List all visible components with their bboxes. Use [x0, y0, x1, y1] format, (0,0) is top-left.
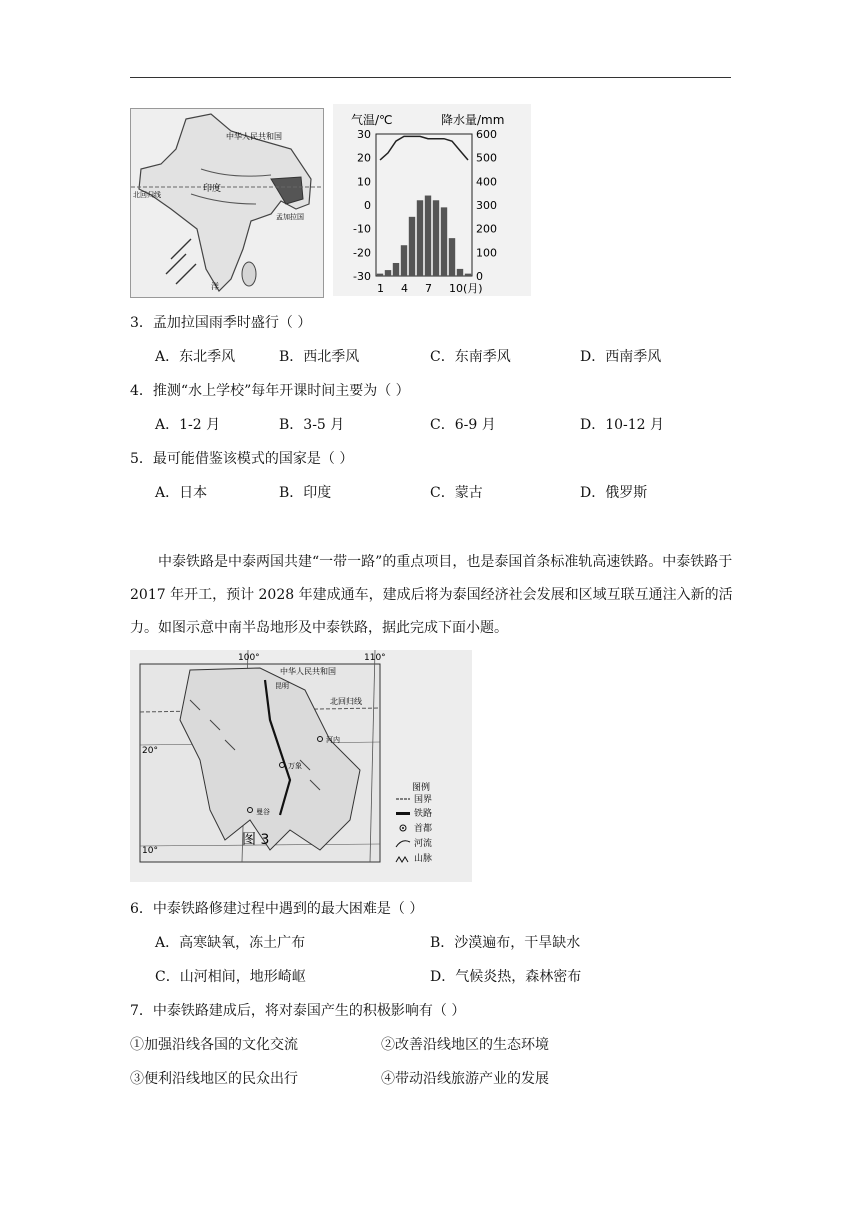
question-4-stem: 4．推测“水上学校”每年开课时间主要为（ ） — [130, 383, 410, 399]
question-4-option-a[interactable]: A．1-2 月 — [155, 417, 221, 433]
indochina-map — [130, 650, 472, 882]
map-label-ocean: 洋 — [211, 282, 219, 291]
label-lon-100: 100° — [238, 653, 260, 663]
indochina-map-svg — [130, 650, 472, 882]
label-lon-110: 110° — [364, 653, 386, 663]
legend-title: 图例 — [412, 783, 431, 793]
climate-chart-svg — [333, 104, 531, 296]
reading-passage: 中泰铁路是中泰两国共建“一带一路”的重点项目，也是泰国首条标准轨高速铁路。中泰铁路于 2017 年开工，预计 2028 年建成通车，建成后将为泰国经济社会发展和区域互联互通注入新的活力。如图示意中南半岛地形及中泰铁路，据此完成下面小题。 — [130, 554, 733, 636]
label-hanoi: 河内 — [326, 736, 340, 744]
precip-tick-label: 200 — [476, 222, 497, 236]
climate-chart — [333, 104, 531, 296]
question-4-option-c[interactable]: C．6-9 月 — [430, 417, 496, 433]
temp-line — [380, 136, 468, 160]
question-3-option-b[interactable]: B．西北季风 — [279, 349, 360, 365]
precip-bar — [425, 196, 431, 276]
question-6-stem: 6．中泰铁路修建过程中遇到的最大困难是（ ） — [130, 901, 424, 917]
precip-bar — [393, 263, 399, 276]
question-5-option-c[interactable]: C．蒙古 — [430, 485, 483, 501]
temp-tick-label: 30 — [357, 128, 371, 141]
question-5-option-a[interactable]: A．日本 — [155, 485, 208, 501]
temp-tick-label: -10 — [353, 222, 371, 236]
question-6-option-b[interactable]: B．沙漠遍布，干旱缺水 — [430, 935, 581, 951]
label-vientiane: 万象 — [288, 762, 302, 770]
map-label-china: 中华人民共和国 — [226, 132, 282, 141]
precip-bar — [457, 269, 463, 276]
legend-railway: 铁路 — [414, 809, 433, 819]
label-lat-20: 20° — [142, 746, 158, 756]
map-label-tropic: 北回归线 — [133, 191, 161, 199]
question-4-option-d[interactable]: D．10-12 月 — [580, 417, 665, 433]
precip-bar — [409, 217, 415, 276]
precip-tick-label: 0 — [476, 270, 483, 283]
question-5-stem: 5．最可能借鉴该模式的国家是（ ） — [130, 451, 354, 467]
label-lat-10: 10° — [142, 846, 158, 856]
question-7-item-3[interactable]: ③便利沿线地区的民众出行 — [130, 1071, 298, 1087]
south-asia-map — [130, 108, 324, 298]
label-china: 中华人民共和国 — [280, 667, 336, 676]
question-7-item-1[interactable]: ①加强沿线各国的文化交流 — [130, 1037, 298, 1053]
question-4-option-b[interactable]: B．3-5 月 — [279, 417, 345, 433]
precip-tick-label: 300 — [476, 199, 497, 212]
precip-bar — [377, 274, 383, 276]
legend-capital: 首都 — [414, 824, 433, 834]
precip-bar — [401, 245, 407, 276]
question-3-option-c[interactable]: C．东南季风 — [430, 349, 511, 365]
header-rule — [130, 77, 731, 78]
question-7-stem: 7．中泰铁路建成后，将对泰国产生的积极影响有（ ） — [130, 1003, 466, 1019]
map-label-bangladesh: 孟加拉国 — [276, 213, 304, 221]
question-3-option-a[interactable]: A．东北季风 — [155, 349, 236, 365]
precip-tick-label: 500 — [476, 151, 497, 165]
legend-border: 国界 — [414, 795, 433, 805]
precip-tick-label: 600 — [476, 128, 497, 141]
precip-axis-label: 降水量/mm — [441, 113, 505, 127]
temp-tick-label: -20 — [353, 246, 371, 260]
question-6-option-c[interactable]: C．山河相间，地形崎岖 — [155, 969, 306, 985]
precip-bar — [385, 270, 391, 276]
label-bangkok: 曼谷 — [256, 808, 270, 816]
question-6-option-d[interactable]: D．气候炎热，森林密布 — [430, 969, 582, 985]
precip-bar — [465, 274, 471, 276]
temp-tick-label: 0 — [364, 199, 371, 212]
precip-tick-label: 100 — [476, 246, 497, 260]
month-tick-label: 4 — [401, 282, 408, 295]
temp-tick-label: -30 — [353, 270, 371, 283]
month-tick-label: 1 — [377, 282, 384, 295]
precip-bar — [417, 200, 423, 276]
precip-bar — [433, 200, 439, 276]
precip-bar — [449, 238, 455, 276]
figure-label: 图 3 — [242, 832, 270, 848]
question-3-stem: 3．孟加拉国雨季时盛行（ ） — [130, 315, 312, 331]
label-kunming: 昆明 — [275, 682, 289, 690]
legend-mountain: 山脉 — [414, 854, 433, 864]
south-asia-map-svg — [131, 109, 323, 297]
temp-tick-label: 20 — [357, 151, 371, 165]
month-tick-label: 10(月) — [449, 282, 483, 295]
question-7-item-4[interactable]: ④带动沿线旅游产业的发展 — [381, 1071, 549, 1087]
legend-river: 河流 — [414, 839, 433, 849]
question-6-option-a[interactable]: A．高寒缺氧，冻土广布 — [155, 935, 306, 951]
question-5-option-b[interactable]: B．印度 — [279, 485, 332, 501]
label-tropic: 北回归线 — [330, 697, 362, 706]
temp-tick-label: 10 — [357, 175, 371, 189]
question-5-option-d[interactable]: D．俄罗斯 — [580, 485, 648, 501]
map-label-india: 印度 — [203, 184, 222, 194]
temp-axis-label: 气温/℃ — [351, 113, 393, 127]
question-3-option-d[interactable]: D．西南季风 — [580, 349, 662, 365]
question-7-item-2[interactable]: ②改善沿线地区的生态环境 — [381, 1037, 549, 1053]
month-tick-label: 7 — [425, 282, 432, 295]
precip-bar — [441, 207, 447, 276]
precip-tick-label: 400 — [476, 175, 497, 189]
